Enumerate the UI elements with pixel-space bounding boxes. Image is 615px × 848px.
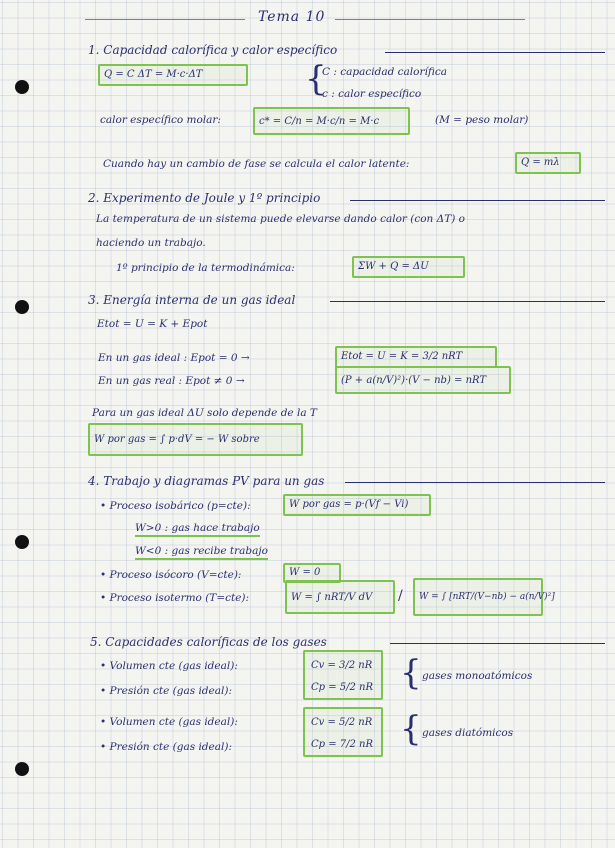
definition-brace: { bbox=[305, 59, 327, 99]
diatomic-note: gases diatómicos bbox=[422, 727, 514, 739]
mono-brace: { bbox=[400, 653, 422, 693]
isobaric-work-formula-box: W por gas = p·(Vf − Vi) bbox=[283, 494, 431, 516]
def-specific-heat: c : calor específico bbox=[322, 88, 422, 100]
real-gas-equation-box: (P + a(n/V)²)·(V − nb) = nRT bbox=[335, 366, 511, 394]
separator-slash: / bbox=[398, 588, 403, 604]
isothermal-ideal-work-box: W = ∫ nRT/V dV bbox=[285, 580, 395, 614]
di-capacities-box bbox=[303, 707, 383, 757]
section-3-heading: 3. Energía interna de un gas ideal bbox=[88, 293, 296, 307]
binder-hole-4 bbox=[15, 762, 29, 776]
section-4-heading: 4. Trabajo y diagramas PV para un gas bbox=[88, 474, 325, 488]
first-principle-label: 1º principio de la termodinámica: bbox=[116, 262, 295, 274]
isochoric-work-formula-box: W = 0 bbox=[283, 563, 341, 583]
monoatomic-note: gases monoatómicos bbox=[422, 670, 533, 682]
page-title: Tema 10 bbox=[258, 9, 326, 25]
isothermal-process-label: • Proceso isotermo (T=cte): bbox=[100, 592, 250, 604]
isothermal-real-work-box: W = ∫ [nRT/(V−nb) − a(n/V)²] bbox=[413, 578, 543, 616]
real-gas-label: En un gas real : Epot ≠ 0 → bbox=[98, 375, 245, 387]
section-2-line-2: haciendo un trabajo. bbox=[96, 237, 206, 249]
section-5-heading: 5. Capacidades caloríficas de los gases bbox=[90, 635, 327, 649]
latent-heat-text: Cuando hay un cambio de fase se calcula el calor latente: bbox=[103, 158, 410, 170]
binder-hole-3 bbox=[15, 535, 29, 549]
ideal-gas-dependence: Para un gas ideal ΔU solo depende de la T bbox=[92, 407, 317, 419]
mono-cv-formula: Cv = 3/2 nR bbox=[311, 660, 373, 671]
section-5-rule bbox=[390, 643, 605, 644]
mono-volume-label: • Volumen cte (gas ideal): bbox=[100, 660, 238, 672]
isobaric-process-label: • Proceso isobárico (p=cte): bbox=[100, 500, 251, 512]
binder-hole-2 bbox=[15, 300, 29, 314]
section-1-heading: 1. Capacidad calorífica y calor específico bbox=[88, 43, 338, 57]
binder-hole-1 bbox=[15, 80, 29, 94]
di-cp-formula: Cp = 7/2 nR bbox=[311, 739, 374, 750]
latent-heat-formula-box: Q = mλ bbox=[515, 152, 581, 174]
di-brace: { bbox=[400, 709, 422, 749]
section-3-rule bbox=[330, 301, 605, 302]
negative-work-note: W<0 : gas recibe trabajo bbox=[135, 545, 268, 560]
def-capacity: C : capacidad calorífica bbox=[322, 66, 447, 78]
total-energy-line: Etot = U = K + Epot bbox=[97, 318, 208, 330]
title-rule-left bbox=[85, 19, 245, 20]
molar-heat-label: calor específico molar: bbox=[100, 114, 221, 126]
title-rule-right bbox=[335, 19, 525, 20]
section-2-heading: 2. Experimento de Joule y 1º principio bbox=[88, 191, 321, 205]
gas-work-integral-box: W por gas = ∫ p·dV = − W sobre bbox=[88, 423, 303, 456]
mono-cp-formula: Cp = 5/2 nR bbox=[311, 682, 374, 693]
ideal-gas-energy-box: Etot = U = K = 3/2 nRT bbox=[335, 346, 497, 368]
positive-work-note: W>0 : gas hace trabajo bbox=[135, 522, 260, 537]
isochoric-process-label: • Proceso isócoro (V=cte): bbox=[100, 569, 242, 581]
section-4-rule bbox=[345, 482, 605, 483]
di-pressure-label: • Presión cte (gas ideal): bbox=[100, 741, 232, 753]
molar-heat-formula-box: c* = C/n = M·c/n = M·c bbox=[253, 107, 410, 135]
di-volume-label: • Volumen cte (gas ideal): bbox=[100, 716, 238, 728]
section-2-line-1: La temperatura de un sistema puede elevarse dando calor (con ΔT) o bbox=[96, 213, 465, 225]
di-cv-formula: Cv = 5/2 nR bbox=[311, 717, 373, 728]
mono-pressure-label: • Presión cte (gas ideal): bbox=[100, 685, 232, 697]
first-principle-formula-box: ΣW + Q = ΔU bbox=[352, 256, 465, 278]
ideal-gas-label: En un gas ideal : Epot = 0 → bbox=[98, 352, 250, 364]
mono-capacities-box bbox=[303, 650, 383, 700]
molar-weight-note: (M = peso molar) bbox=[435, 114, 529, 126]
heat-formula-box: Q = C ΔT = M·c·ΔT bbox=[98, 64, 248, 86]
section-2-rule bbox=[350, 200, 605, 201]
section-1-rule bbox=[385, 52, 605, 53]
